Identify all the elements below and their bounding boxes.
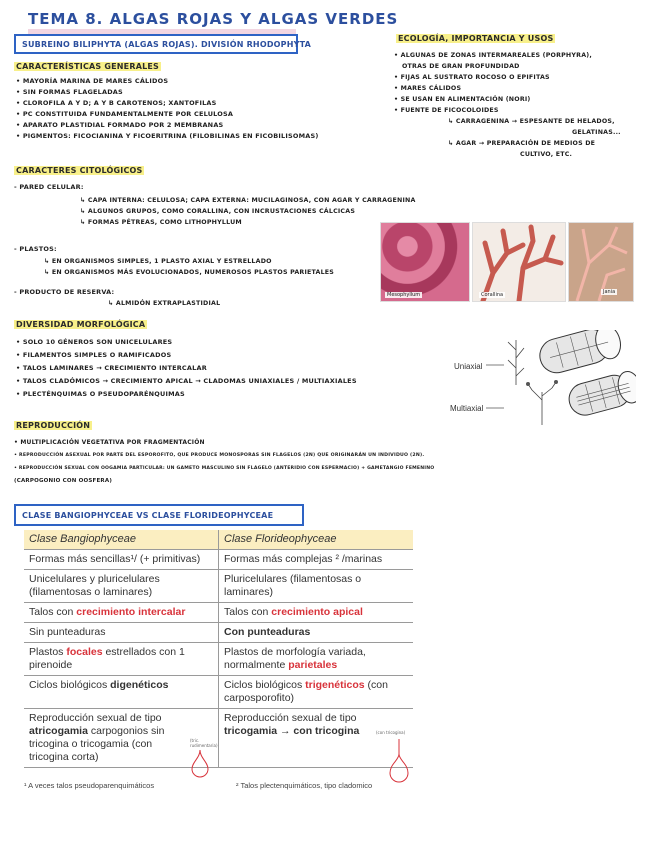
table-cell: Reproducción sexual de tipo atricogamia carpogonios sin tricogina o tricogamia (con tricogina corta) bbox=[24, 709, 219, 768]
reproduccion-list bbox=[14, 436, 434, 488]
tricogina-note-long: (con tricogina) bbox=[376, 730, 406, 735]
list-item: GELATINAS... bbox=[572, 129, 621, 136]
table-cell: Talos con crecimiento apical bbox=[219, 603, 414, 623]
trichogyne-long-drawing bbox=[388, 738, 410, 784]
list-item: ↳ ALGUNOS GRUPOS, COMO CORALLINA, CON INCRUSTACIONES CÁLCICAS bbox=[80, 208, 356, 215]
uniaxial-label: Uniaxial bbox=[454, 362, 483, 371]
table-cell: Plastos focales estrellados con 1 pirenoide bbox=[24, 643, 219, 676]
footnote-1: ¹ A veces talos pseudoparenquimáticos bbox=[24, 781, 155, 790]
list-item: • FUENTE DE FICOCOLOIDES bbox=[394, 107, 499, 114]
list-item: ↳ CARRAGENINA → ESPESANTE DE HELADOS, bbox=[448, 118, 615, 125]
table-cell: Con punteaduras bbox=[219, 623, 414, 643]
table-cell: Talos con crecimiento intercalar bbox=[24, 603, 219, 623]
table-cell: Formas más complejas ² /marinas bbox=[219, 550, 414, 570]
table-cell: Ciclos biológicos trigenéticos (con carposporofito) bbox=[219, 676, 414, 709]
table-row bbox=[24, 570, 413, 603]
list-item: ↳ EN ORGANISMOS MÁS EVOLUCIONADOS, NUMEROSOS PLASTOS PARIETALES bbox=[44, 269, 335, 276]
photo-label: Corallina bbox=[481, 292, 504, 298]
table-header-row bbox=[24, 530, 413, 550]
list-item: • MARES CÁLIDOS bbox=[394, 85, 462, 92]
plastos-label: - PLASTOS: bbox=[14, 245, 57, 253]
list-item: • PIGMENTOS: FICOCIANINA Y FICOERITRINA (FILOBILINAS EN FICOBILISOMAS) bbox=[16, 132, 319, 140]
table-row bbox=[24, 623, 413, 643]
comparison-heading: CLASE BANGIOPHYCEAE VS CLASE FLORIDEOPHYCEAE bbox=[14, 504, 304, 526]
plastos-list bbox=[44, 256, 334, 278]
list-item: • FILAMENTOS SIMPLES O RAMIFICADOS bbox=[16, 351, 172, 359]
diversidad-heading: DIVERSIDAD MORFOLÓGICA bbox=[16, 320, 146, 329]
table-row bbox=[24, 550, 413, 570]
list-item: • REPRODUCCIÓN ASEXUAL POR PARTE DEL ESPOROFITO, QUE PRODUCE MONOSPORAS SIN FLAGELOS (2N) QUE ORIGINARÁN UN INDIVIDUO (2N). bbox=[14, 453, 425, 458]
list-item: • TALOS CLADÓMICOS → CRECIMIENTO APICAL → CLADOMAS UNIAXIALES / MULTIAXIALES bbox=[16, 377, 357, 385]
list-item: ↳ FORMAS PÉTREAS, COMO LITHOPHYLLUM bbox=[80, 219, 242, 226]
list-item: • SOLO 10 GÉNEROS SON UNICELULARES bbox=[16, 338, 173, 346]
table-row bbox=[24, 709, 413, 768]
list-item: • APARATO PLASTIDIAL FORMADO POR 2 MEMBRANAS bbox=[16, 121, 224, 129]
corallina-drawing bbox=[473, 223, 565, 301]
reserva-item: ↳ ALMIDÓN EXTRAPLASTIDIAL bbox=[108, 300, 221, 307]
table-cell: Unicelulares y pluricelulares (filamentosas o laminares) bbox=[24, 570, 219, 603]
list-item: • MULTIPLICACIÓN VEGETATIVA POR FRAGMENTACIÓN bbox=[14, 439, 205, 446]
list-item: • FIJAS AL SUSTRATO ROCOSO O EPIFITAS bbox=[394, 74, 550, 81]
table-cell: Ciclos biológicos digenéticos bbox=[24, 676, 219, 709]
table-cell: Sin punteaduras bbox=[24, 623, 219, 643]
pared-label: - PARED CELULAR: bbox=[14, 183, 84, 191]
multiaxial-label: Multiaxial bbox=[450, 404, 484, 413]
table-cell: Pluricelulares (filamentosas o laminares) bbox=[219, 570, 414, 603]
table-row bbox=[24, 603, 413, 623]
list-item: • TALOS LAMINARES → CRECIMIENTO INTERCALAR bbox=[16, 364, 207, 372]
list-item: • SIN FORMAS FLAGELADAS bbox=[16, 88, 123, 96]
list-item: • MAYORÍA MARINA DE MARES CÁLIDOS bbox=[16, 77, 169, 85]
list-item: CULTIVO, ETC. bbox=[520, 151, 573, 158]
ecologia-list bbox=[394, 50, 621, 160]
mesophyllum-photo bbox=[380, 222, 470, 302]
table-cell: Formas más sencillas¹/ (+ primitivas) bbox=[24, 550, 219, 570]
list-item: • PLECTÉNQUIMAS O PSEUDOPARÉNQUIMAS bbox=[16, 390, 185, 398]
list-item: • ALGUNAS DE ZONAS INTERMAREALES (PORPHYRA), bbox=[394, 52, 592, 59]
list-item: (CARPOGONIO CON OOSFERA) bbox=[14, 478, 113, 484]
generales-list bbox=[16, 76, 319, 142]
reproduccion-heading: REPRODUCCIÓN bbox=[16, 421, 91, 430]
comparison-table bbox=[24, 530, 413, 768]
list-item: • PC CONSTITUIDA FUNDAMENTALMENTE POR CELULOSA bbox=[16, 110, 234, 118]
list-item: ↳ AGAR → PREPARACIÓN DE MEDIOS DE bbox=[448, 140, 596, 147]
list-item: ↳ EN ORGANISMOS SIMPLES, 1 PLASTO AXIAL Y ESTRELLADO bbox=[44, 258, 272, 265]
trichogyne-short-drawing bbox=[190, 748, 210, 778]
list-item: • CLOROFILA A Y D; Α Y Β CAROTENOS; XANTOFILAS bbox=[16, 99, 217, 107]
diversidad-list bbox=[16, 336, 357, 401]
pared-list bbox=[80, 195, 416, 228]
page-title: TEMA 8. ALGAS ROJAS Y ALGAS VERDES bbox=[28, 10, 399, 28]
photo-label: Jania bbox=[603, 289, 616, 295]
corallina-photo bbox=[472, 222, 566, 302]
ecologia-heading: ECOLOGÍA, IMPORTANCIA Y USOS bbox=[398, 34, 554, 43]
footnote-2: ² Talos plectenquimáticos, tipo cladomico bbox=[236, 781, 373, 790]
table-cell: Plastos de morfología variada, normalmente parietales bbox=[219, 643, 414, 676]
list-item: OTRAS DE GRAN PROFUNDIDAD bbox=[402, 63, 520, 70]
reserva-label: - PRODUCTO DE RESERVA: bbox=[14, 288, 115, 296]
table-row bbox=[24, 643, 413, 676]
tricogina-note-short: (tric. rudimentaria) bbox=[190, 738, 218, 748]
list-item: • REPRODUCCIÓN SEXUAL CON OOGAMIA PARTICULAR: UN GAMETO MASCULINO SIN FLAGELO (ANTERIDIO CON ESPERMACIO) + GAMETANGIO FEMENINO bbox=[14, 466, 435, 471]
subreino-box: SUBREINO BILIPHYTA (ALGAS ROJAS). DIVISIÓN RHODOPHYTA bbox=[14, 34, 298, 54]
jania-photo bbox=[568, 222, 634, 302]
generales-heading: CARACTERÍSTICAS GENERALES bbox=[16, 62, 160, 71]
table-cell: Reproducción sexual de tipo tricogamia → con tricogina bbox=[219, 709, 414, 768]
header-cell: Clase Florideophyceae bbox=[219, 530, 414, 550]
list-item: ↳ CAPA INTERNA: CELULOSA; CAPA EXTERNA: MUCILAGINOSA, CON AGAR Y CARRAGENINA bbox=[80, 197, 416, 204]
list-item: • SE USAN EN ALIMENTACIÓN (NORI) bbox=[394, 96, 531, 103]
citologicos-heading: CARACTERES CITOLÓGICOS bbox=[16, 166, 143, 175]
photo-label: Mesophyllum bbox=[387, 292, 421, 298]
table-row bbox=[24, 676, 413, 709]
cladome-diagram bbox=[486, 330, 636, 430]
header-cell: Clase Bangiophyceae bbox=[24, 530, 219, 550]
